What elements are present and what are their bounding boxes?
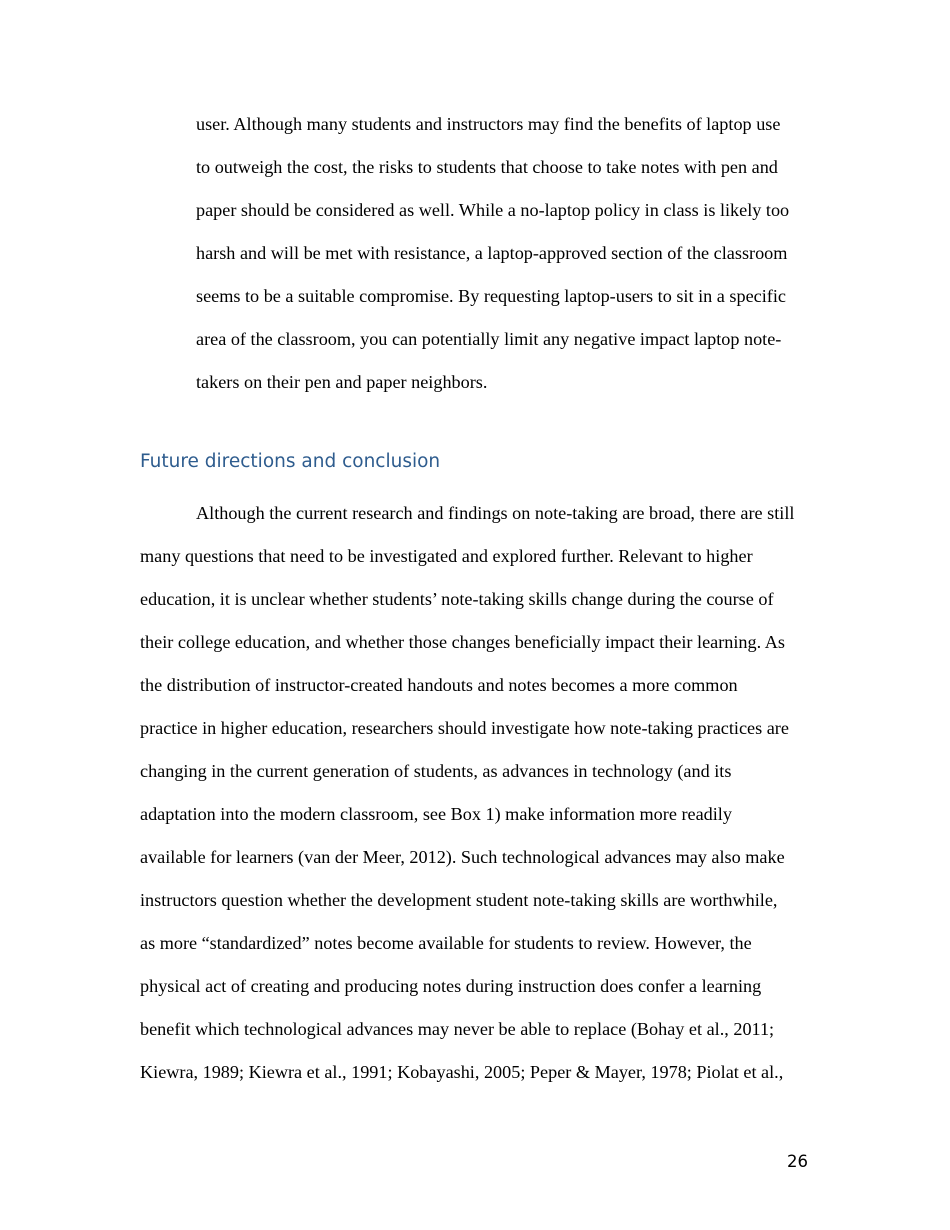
page-number: 26 bbox=[787, 1152, 808, 1171]
text-line: physical act of creating and producing notes during instruction does confer a learning bbox=[140, 976, 762, 996]
text-line: the distribution of instructor-created handouts and notes becomes a more common bbox=[140, 675, 738, 695]
text-line: takers on their pen and paper neighbors. bbox=[196, 372, 488, 392]
text-line: available for learners (van der Meer, 2012). Such technological advances may also make bbox=[140, 847, 785, 867]
text-line: harsh and will be met with resistance, a laptop-approved section of the classroom bbox=[196, 243, 788, 263]
text-line: their college education, and whether those changes beneficially impact their learning. As bbox=[140, 632, 785, 652]
text-line: practice in higher education, researchers should investigate how note-taking practices are bbox=[140, 718, 789, 738]
text-line: education, it is unclear whether students’ note-taking skills change during the course of bbox=[140, 589, 774, 609]
text-line: area of the classroom, you can potentially limit any negative impact laptop note- bbox=[196, 329, 782, 349]
text-line: as more “standardized” notes become available for students to review. However, the bbox=[140, 933, 752, 953]
section-heading: Future directions and conclusion bbox=[140, 451, 441, 472]
text-line: Although the current research and findings on note-taking are broad, there are still bbox=[196, 503, 795, 523]
text-line: paper should be considered as well. While a no-laptop policy in class is likely too bbox=[196, 200, 790, 220]
text-line: to outweigh the cost, the risks to students that choose to take notes with pen and bbox=[196, 157, 778, 177]
text-line: seems to be a suitable compromise. By requesting laptop-users to sit in a specific bbox=[196, 286, 786, 306]
text-line: benefit which technological advances may never be able to replace (Bohay et al., 2011; bbox=[140, 1019, 775, 1039]
text-line: user. Although many students and instructors may find the benefits of laptop use bbox=[196, 114, 781, 134]
text-line: many questions that need to be investigated and explored further. Relevant to higher bbox=[140, 546, 753, 566]
text-line: adaptation into the modern classroom, see Box 1) make information more readily bbox=[140, 804, 732, 824]
text-line: changing in the current generation of students, as advances in technology (and its bbox=[140, 761, 732, 781]
text-line: Kiewra, 1989; Kiewra et al., 1991; Kobayashi, 2005; Peper & Mayer, 1978; Piolat et al., bbox=[140, 1062, 784, 1082]
text-line: instructors question whether the development student note-taking skills are worthwhile, bbox=[140, 890, 778, 910]
